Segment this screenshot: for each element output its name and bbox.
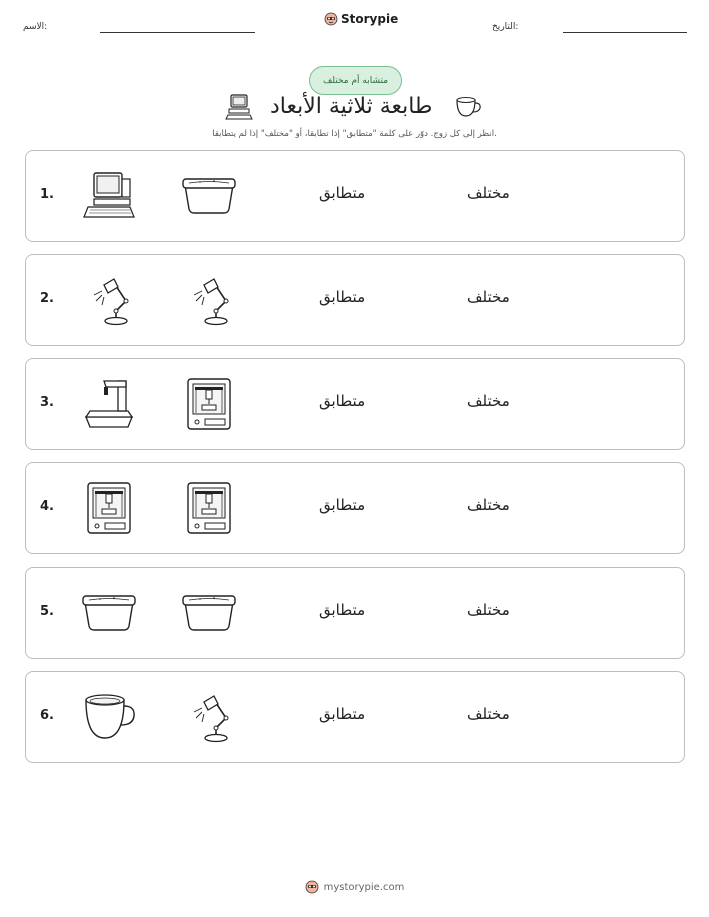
right-picture bbox=[180, 167, 238, 225]
question-card bbox=[25, 462, 685, 554]
right-picture bbox=[180, 479, 238, 537]
cup-icon bbox=[453, 92, 483, 122]
question-number: 5. bbox=[40, 604, 54, 619]
question-card bbox=[25, 254, 685, 346]
footer-url: mystorypie.com bbox=[323, 881, 405, 893]
same-option[interactable]: متطابق bbox=[319, 601, 366, 619]
question-number: 1. bbox=[40, 187, 54, 202]
date-label: التاريخ: bbox=[492, 22, 519, 32]
page-title: طابعة ثلاثية الأبعاد bbox=[270, 94, 433, 119]
mascot-icon bbox=[305, 880, 319, 894]
scale-icon bbox=[80, 375, 138, 433]
mascot-icon bbox=[324, 12, 338, 26]
topic-badge: متشابه أم مختلف bbox=[309, 66, 402, 95]
question-number: 3. bbox=[40, 395, 54, 410]
question-number: 6. bbox=[40, 708, 54, 723]
same-option[interactable]: متطابق bbox=[319, 184, 366, 202]
right-picture bbox=[180, 584, 238, 642]
3d-printer-icon bbox=[80, 479, 138, 537]
left-picture bbox=[80, 167, 138, 225]
question-card bbox=[25, 358, 685, 450]
same-option[interactable]: متطابق bbox=[319, 705, 366, 723]
right-picture bbox=[180, 688, 238, 746]
3d-printer-icon bbox=[180, 375, 238, 433]
container-icon bbox=[180, 584, 238, 642]
cup-icon bbox=[80, 688, 138, 746]
left-picture bbox=[80, 479, 138, 537]
left-picture bbox=[80, 271, 138, 329]
footer bbox=[0, 880, 709, 894]
question-number: 4. bbox=[40, 499, 54, 514]
instructions: انظر إلى كل زوج. دوّر على كلمة "متطابق" إذا تطابقا، أو "مختلف" إذا لم يتطابقا. bbox=[212, 129, 497, 139]
desk-lamp-icon bbox=[180, 688, 238, 746]
left-picture bbox=[80, 688, 138, 746]
question-card bbox=[25, 671, 685, 763]
question-card bbox=[25, 567, 685, 659]
desk-lamp-icon bbox=[180, 271, 238, 329]
container-icon bbox=[80, 584, 138, 642]
different-option[interactable]: مختلف bbox=[467, 705, 510, 723]
left-picture bbox=[80, 584, 138, 642]
right-picture bbox=[180, 375, 238, 433]
name-line[interactable] bbox=[100, 32, 255, 33]
same-option[interactable]: متطابق bbox=[319, 392, 366, 410]
brand-logo bbox=[324, 12, 398, 26]
container-icon bbox=[180, 167, 238, 225]
name-label: الاسم: bbox=[23, 22, 48, 32]
date-line[interactable] bbox=[563, 32, 687, 33]
same-option[interactable]: متطابق bbox=[319, 496, 366, 514]
title-row bbox=[225, 92, 485, 126]
different-option[interactable]: مختلف bbox=[467, 288, 510, 306]
brand-name: Storypie bbox=[341, 12, 399, 26]
different-option[interactable]: مختلف bbox=[467, 184, 510, 202]
different-option[interactable]: مختلف bbox=[467, 601, 510, 619]
different-option[interactable]: مختلف bbox=[467, 392, 510, 410]
computer-icon bbox=[80, 167, 138, 225]
question-card bbox=[25, 150, 685, 242]
3d-printer-icon bbox=[180, 479, 238, 537]
right-picture bbox=[180, 271, 238, 329]
same-option[interactable]: متطابق bbox=[319, 288, 366, 306]
left-picture bbox=[80, 375, 138, 433]
desk-lamp-icon bbox=[80, 271, 138, 329]
different-option[interactable]: مختلف bbox=[467, 496, 510, 514]
computer-icon bbox=[225, 92, 255, 122]
question-number: 2. bbox=[40, 291, 54, 306]
